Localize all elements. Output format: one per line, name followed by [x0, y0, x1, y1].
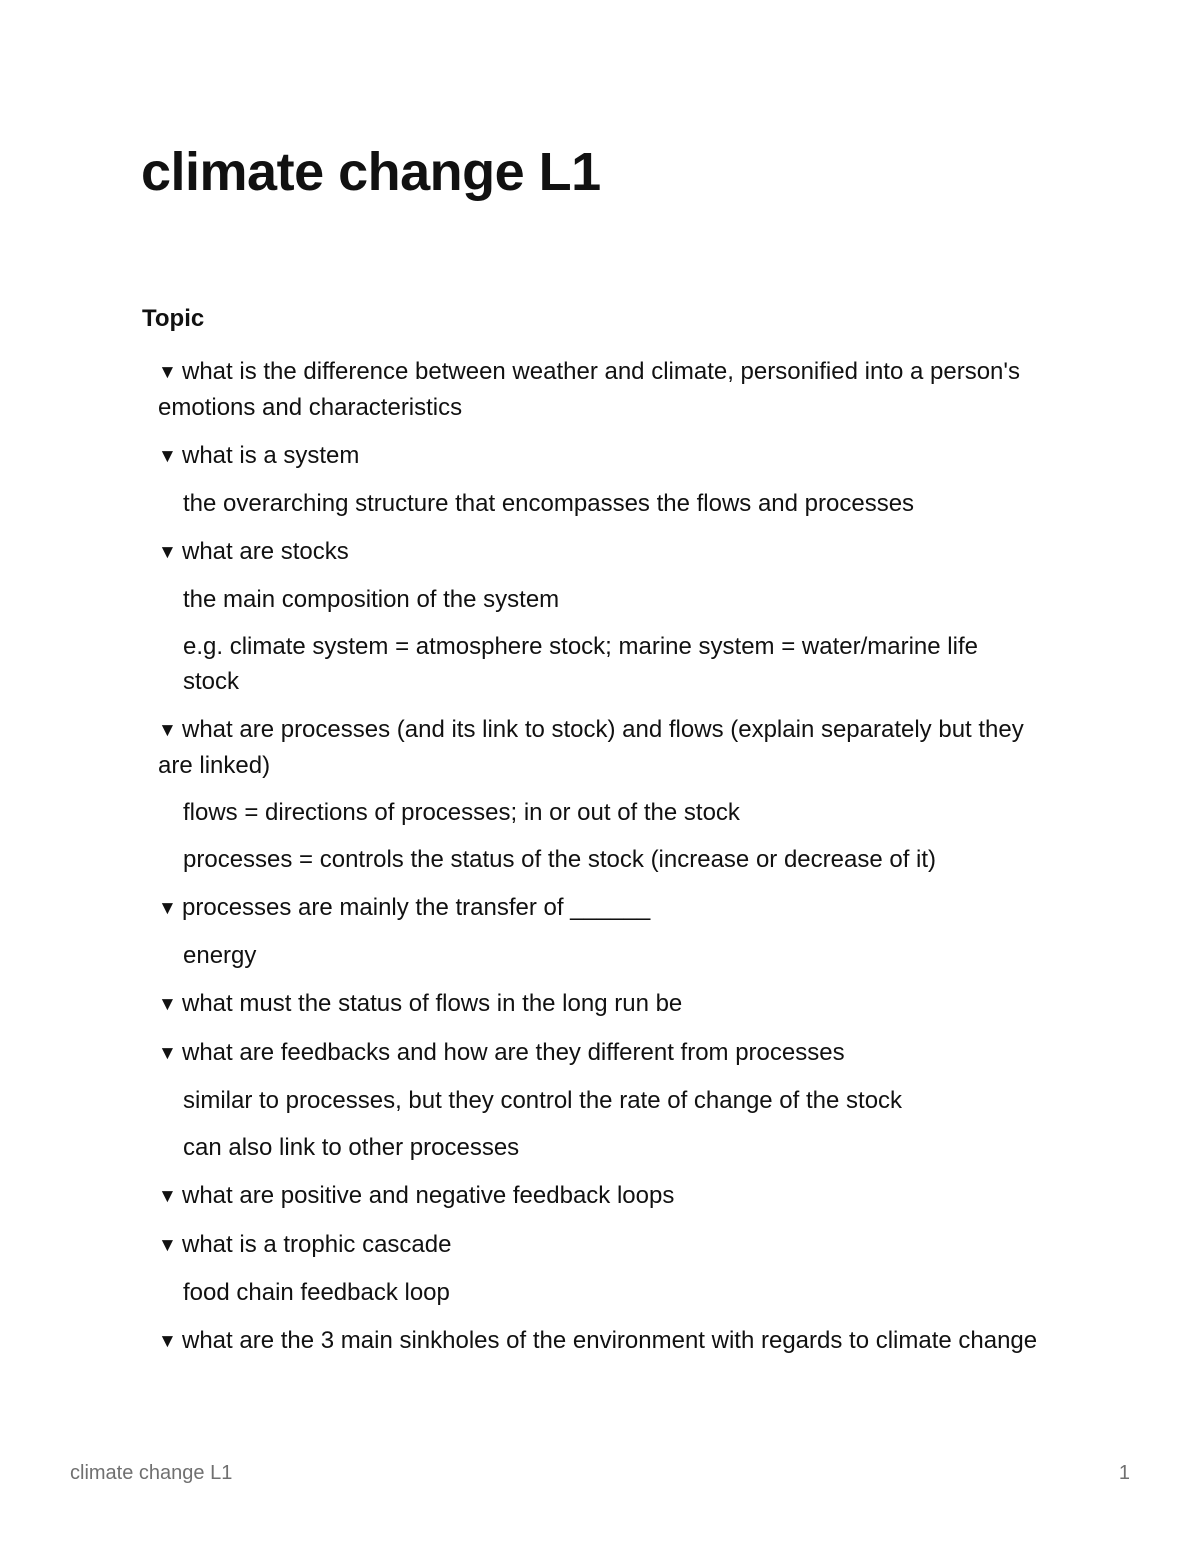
toggle-item [158, 1178, 1038, 1214]
footer-title: climate change L1 [70, 1462, 233, 1484]
toggle-list [158, 354, 1038, 1372]
toggle-question[interactable] [158, 1323, 1038, 1359]
answer-list [158, 938, 1038, 973]
section-heading: Topic [142, 305, 205, 332]
answer-list [158, 582, 1038, 699]
triangle-down-icon[interactable]: ▼ [158, 898, 177, 919]
toggle-question[interactable] [158, 1178, 1038, 1214]
question-text: what are feedbacks and how are they different from processes [182, 1039, 845, 1066]
page-title: climate change L1 [141, 142, 601, 202]
answer-text: flows = directions of processes; in or out of the stock [183, 799, 740, 826]
triangle-down-icon[interactable]: ▼ [158, 1235, 177, 1256]
answer-text: e.g. climate system = atmosphere stock; marine system = water/marine life stock [183, 633, 978, 695]
toggle-item [158, 712, 1038, 877]
question-text: what are positive and negative feedback loops [182, 1182, 675, 1209]
answer-list [158, 795, 1038, 877]
toggle-item [158, 986, 1038, 1022]
question-text: what is a trophic cascade [182, 1231, 452, 1258]
question-text: what is the difference between weather and climate, personified into a person's emotions and characteristics [158, 358, 1020, 421]
question-text: processes are mainly the transfer of ______ [182, 894, 651, 921]
toggle-item [158, 1035, 1038, 1165]
triangle-down-icon[interactable]: ▼ [158, 1331, 177, 1352]
toggle-question[interactable] [158, 1035, 1038, 1071]
question-text: what are stocks [182, 538, 349, 565]
toggle-question[interactable] [158, 986, 1038, 1022]
toggle-question[interactable] [158, 534, 1038, 570]
toggle-item [158, 438, 1038, 521]
toggle-item [158, 1227, 1038, 1310]
toggle-question[interactable] [158, 354, 1038, 425]
answer-list [158, 1083, 1038, 1165]
question-text: what are processes (and its link to stock) and flows (explain separately but they are linked) [158, 716, 1024, 779]
question-text: what must the status of flows in the long run be [182, 990, 683, 1017]
toggle-question[interactable] [158, 890, 1038, 926]
toggle-question[interactable] [158, 1227, 1038, 1263]
answer-text: energy [183, 942, 257, 969]
answer-text: similar to processes, but they control the rate of change of the stock [183, 1087, 903, 1114]
question-text: what are the 3 main sinkholes of the environment with regards to climate change [182, 1327, 1038, 1354]
toggle-question[interactable] [158, 712, 1038, 783]
triangle-down-icon[interactable]: ▼ [158, 720, 177, 741]
page-number: 1 [1118, 1462, 1130, 1484]
triangle-down-icon[interactable]: ▼ [158, 542, 177, 563]
triangle-down-icon[interactable]: ▼ [158, 994, 177, 1015]
toggle-item [158, 1323, 1038, 1359]
answer-text: processes = controls the status of the stock (increase or decrease of it) [183, 846, 937, 873]
answer-text: food chain feedback loop [183, 1279, 450, 1306]
answer-text: the overarching structure that encompasses the flows and processes [183, 490, 915, 517]
triangle-down-icon[interactable]: ▼ [158, 362, 177, 383]
answer-list [158, 1275, 1038, 1310]
answer-list [158, 486, 1038, 521]
triangle-down-icon[interactable]: ▼ [158, 446, 177, 467]
question-text: what is a system [182, 442, 360, 469]
answer-text: the main composition of the system [183, 586, 560, 613]
toggle-item [158, 534, 1038, 699]
toggle-item [158, 890, 1038, 973]
triangle-down-icon[interactable]: ▼ [158, 1186, 177, 1207]
toggle-question[interactable] [158, 438, 1038, 474]
toggle-item [158, 354, 1038, 425]
triangle-down-icon[interactable]: ▼ [158, 1043, 177, 1064]
answer-text: can also link to other processes [183, 1134, 520, 1161]
